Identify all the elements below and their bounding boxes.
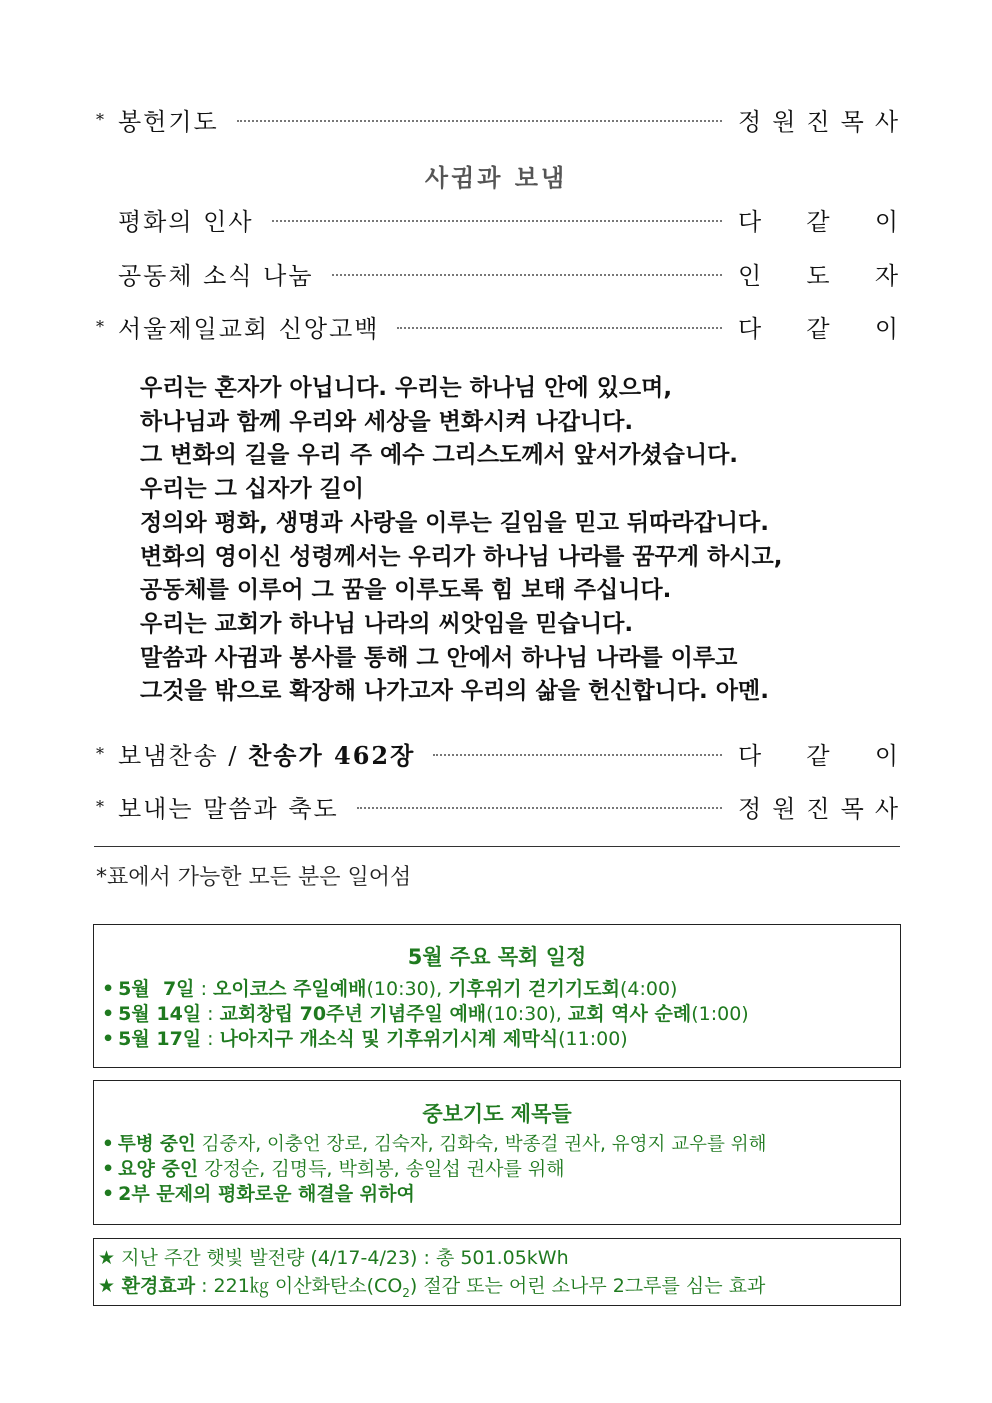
leader-dots xyxy=(397,327,722,329)
prayer-item: • 2부 문제의 평화로운 해결을 위하여 xyxy=(102,1183,415,1205)
order-label: 서울제일교회 신앙고백 xyxy=(118,314,380,343)
prayer-box xyxy=(93,1080,901,1225)
schedule-item: • 5월 17일 : 나아지구 개소식 및 기후위기시계 제막식(11:00) xyxy=(102,1028,628,1050)
order-line-community-news xyxy=(96,255,898,291)
creed-line: 변화의 영이신 성령께서는 우리가 하나님 나라를 꿈꾸게 하시고, xyxy=(140,543,783,570)
creed-line: 말씀과 사귐과 봉사를 통해 그 안에서 하나님 나라를 이루고 xyxy=(140,644,738,671)
order-leader: 다 같 이 xyxy=(738,207,898,236)
prayer-title: 중보기도 제목들 xyxy=(422,1102,572,1126)
order-line-peace-greeting xyxy=(96,201,898,237)
creed-line: 우리는 혼자가 아닙니다. 우리는 하나님 안에 있으며, xyxy=(140,375,673,401)
order-line-sending-hymn xyxy=(96,735,898,771)
order-label: 봉헌기도 xyxy=(118,107,219,136)
creed-line: 우리는 교회가 하나님 나라의 씨앗임을 믿습니다. xyxy=(140,610,634,637)
creed-line: 우리는 그 십자가 길이 xyxy=(140,476,364,503)
order-line-offering-prayer xyxy=(96,101,898,137)
schedule-item: • 5월 7일 : 오이코스 주일예배(10:30), 기후위기 걷기기도회(4:00) xyxy=(102,978,678,1000)
standing-mark: * xyxy=(96,316,104,336)
schedule-title: 5월 주요 목회 일정 xyxy=(407,945,587,969)
star-icon: ★ xyxy=(98,1247,116,1269)
solar-generation-line: ★ 지난 주간 햇빛 발전량 (4/17-4/23) : 총 501.05kWh xyxy=(98,1247,569,1269)
order-line-creed xyxy=(96,308,898,344)
leader-dots xyxy=(332,274,722,276)
creed-text xyxy=(140,372,900,709)
prayer-item: • 투병 중인 김중자, 이충언 장로, 김숙자, 김화숙, 박종걸 권사, 유영지 교우를 위해 xyxy=(102,1134,767,1155)
star-icon: ★ xyxy=(98,1275,116,1297)
order-label: 공동체 소식 나눔 xyxy=(118,261,314,290)
order-leader: 정 원 진 목 사 xyxy=(738,107,898,136)
order-label: 평화의 인사 xyxy=(118,207,254,236)
creed-line: 그것을 밖으로 확장해 나가고자 우리의 삶을 헌신합니다. 아멘. xyxy=(140,678,769,705)
creed-line: 하나님과 함께 우리와 세상을 변화시켜 나갑니다. xyxy=(140,408,634,435)
environment-effect-line: ★ 환경효과 : 221㎏ 이산화탄소$(CO_2)$ 절감 또는 어린 소나무 2그루를 심는 효과 xyxy=(98,1275,766,1300)
order-label: 보냄찬송 / 찬송가 462장 xyxy=(118,740,416,770)
schedule-item: • 5월 14일 : 교회창립 70주년 기념주일 예배(10:30), 교회 역사 순례(1:00) xyxy=(102,1003,749,1025)
leader-dots xyxy=(357,807,722,809)
divider xyxy=(94,846,900,847)
leader-dots xyxy=(272,220,722,222)
leader-dots xyxy=(433,754,722,756)
solar-power-box xyxy=(93,1238,901,1306)
order-leader: 정 원 진 목 사 xyxy=(738,794,898,823)
prayer-item: • 요양 중인 강정순, 김명득, 박희봉, 송일섭 권사를 위해 xyxy=(102,1158,565,1180)
creed-line: 공동체를 이루어 그 꿈을 이루도록 힘 보태 주십니다. xyxy=(140,577,672,604)
standing-mark: * xyxy=(96,796,104,816)
order-label: 보내는 말씀과 축도 xyxy=(118,794,339,823)
creed-line: 정의와 평화, 생명과 사랑을 이루는 길임을 믿고 뒤따라갑니다. xyxy=(140,509,769,536)
leader-dots xyxy=(237,120,722,122)
hymn-number: 찬송가 462장 xyxy=(248,740,416,770)
order-line-benediction xyxy=(96,788,898,824)
schedule-box xyxy=(93,924,901,1068)
section-title: 사귐과 보냄 xyxy=(424,164,568,192)
standing-mark: * xyxy=(96,109,104,129)
order-leader: 인 도 자 xyxy=(738,261,898,290)
standing-mark: * xyxy=(96,743,104,763)
order-leader: 다 같 이 xyxy=(738,741,898,770)
creed-line: 그 변화의 길을 우리 주 예수 그리스도께서 앞서가셨습니다. xyxy=(140,442,739,469)
order-leader: 다 같 이 xyxy=(738,314,898,343)
standing-note: *표에서 가능한 모든 분은 일어섬 xyxy=(96,865,412,890)
